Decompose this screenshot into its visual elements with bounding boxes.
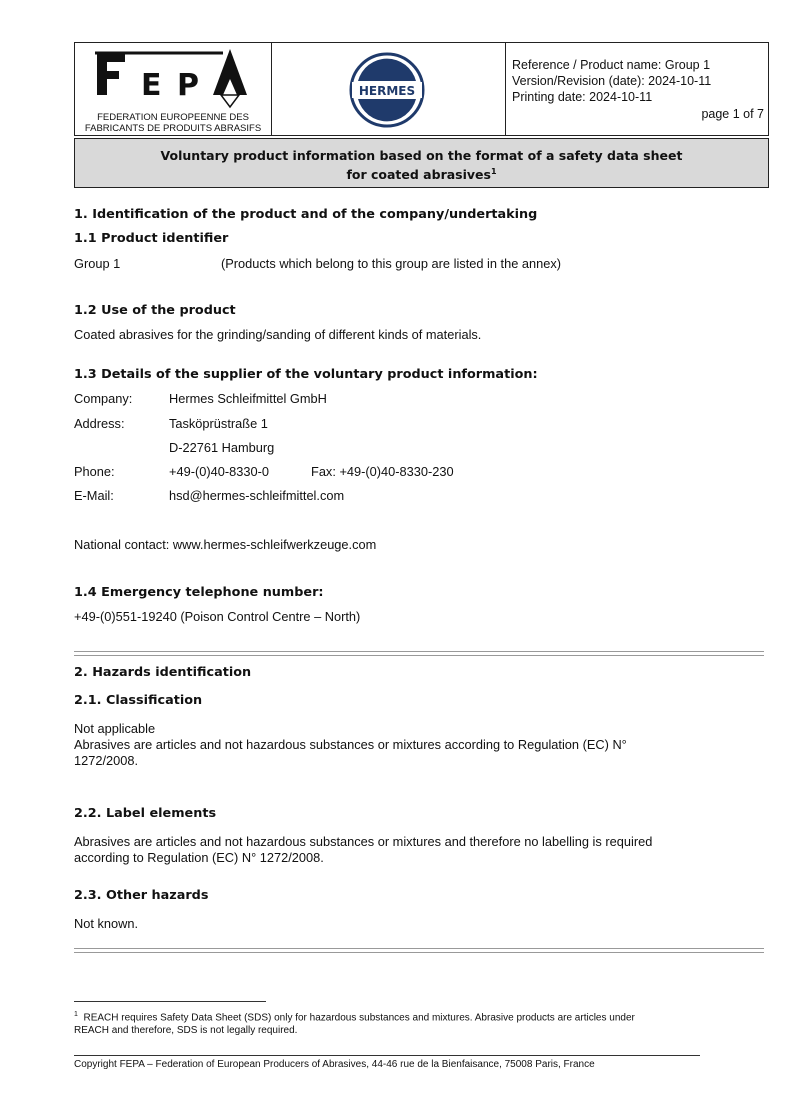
banner-line1: Voluntary product information based on the format of a safety data sheet [160, 148, 683, 163]
banner-footnote-mark: 1 [490, 167, 497, 176]
fax-value: Fax: +49-(0)40-8330-230 [311, 464, 454, 479]
phone-label: Phone: [74, 464, 115, 479]
phone-value: +49-(0)40-8330-0 [169, 464, 269, 479]
hermes-logo [348, 51, 426, 129]
copyright-rule [74, 1055, 700, 1056]
section12-title: 1.2 Use of the product [74, 303, 236, 318]
copyright-text: Copyright FEPA – Federation of European Producers of Abrasives, 44-46 rue de la Bienfaisance, 75008 Paris, France [74, 1059, 595, 1070]
svg-text:E: E [141, 68, 162, 103]
section-divider [74, 651, 764, 656]
email-link[interactable]: hsd@hermes-schleifmittel.com [169, 488, 345, 503]
section23-title: 2.3. Other hazards [74, 888, 209, 903]
classification-line3: 1272/2008. [74, 753, 139, 768]
product-note: (Products which belong to this group are listed in the annex) [221, 256, 562, 271]
document-header [74, 42, 769, 136]
document-banner [74, 138, 769, 188]
printing-date-text: Printing date: 2024-10-11 [512, 90, 653, 104]
fepa-logo [95, 49, 255, 111]
svg-text:HERMES: HERMES [358, 84, 416, 98]
classification-line2: Abrasives are articles and not hazardous substances or mixtures according to Regulation (EC) N° [74, 737, 627, 752]
section-divider-bottom [74, 948, 764, 953]
section21-title: 2.1. Classification [74, 693, 203, 708]
address-line1: Tasköprüstraße 1 [169, 416, 268, 431]
product-name: Group 1 [74, 256, 121, 271]
other-hazards-text: Not known. [74, 916, 139, 931]
company-label: Company: [74, 391, 133, 406]
footnote-line1: REACH requires Safety Data Sheet (SDS) only for hazardous substances and mixtures. Abrasive products are articles under [83, 1012, 635, 1024]
label-elements-line2: according to Regulation (EC) N° 1272/2008. [74, 850, 324, 865]
address-label: Address: [74, 416, 125, 431]
svg-text:P: P [177, 68, 199, 103]
section1-title: 1. Identification of the product and of the company/undertaking [74, 207, 538, 222]
label-elements-line1: Abrasives are articles and not hazardous substances or mixtures and therefore no labelling is required [74, 834, 653, 849]
footnote-mark: 1 [74, 1011, 78, 1018]
hermes-logo-cell [271, 43, 506, 135]
classification-line1: Not applicable [74, 721, 156, 736]
section11-title: 1.1 Product identifier [74, 231, 229, 246]
footnote [74, 1008, 694, 1037]
reference-text: Reference / Product name: Group 1 [512, 58, 711, 72]
company-value: Hermes Schleifmittel GmbH [169, 391, 327, 406]
use-text: Coated abrasives for the grinding/sanding of different kinds of materials. [74, 327, 482, 342]
footnote-rule [74, 1001, 266, 1002]
svg-text:FEPA: FEPA [95, 49, 98, 50]
section2-title: 2. Hazards identification [74, 665, 252, 680]
banner-line2-wrap [75, 164, 768, 183]
section14-title: 1.4 Emergency telephone number: [74, 585, 324, 600]
footnote-line2: REACH and therefore, SDS is not legally required. [74, 1025, 298, 1037]
banner-line2: for coated abrasives [346, 167, 491, 183]
email-label: E-Mail: [74, 488, 114, 503]
fepa-caption-line2: FABRICANTS DE PRODUITS ABRASIFS [84, 123, 262, 134]
national-contact: National contact: www.hermes-schleifwerkzeuge.com [74, 537, 377, 552]
section22-title: 2.2. Label elements [74, 806, 217, 821]
address-line2: D-22761 Hamburg [169, 440, 275, 455]
fepa-caption-line1: FEDERATION EUROPEENNE DES [97, 112, 249, 123]
emergency-number: +49-(0)551-19240 (Poison Control Centre – North) [74, 609, 361, 624]
fepa-logo-cell [75, 43, 272, 135]
reference-cell [506, 43, 768, 135]
footnote-line1-wrap [74, 1008, 694, 1024]
version-text: Version/Revision (date): 2024-10-11 [512, 74, 712, 88]
page-number: page 1 of 7 [701, 107, 764, 121]
section13-title: 1.3 Details of the supplier of the voluntary product information: [74, 367, 538, 382]
